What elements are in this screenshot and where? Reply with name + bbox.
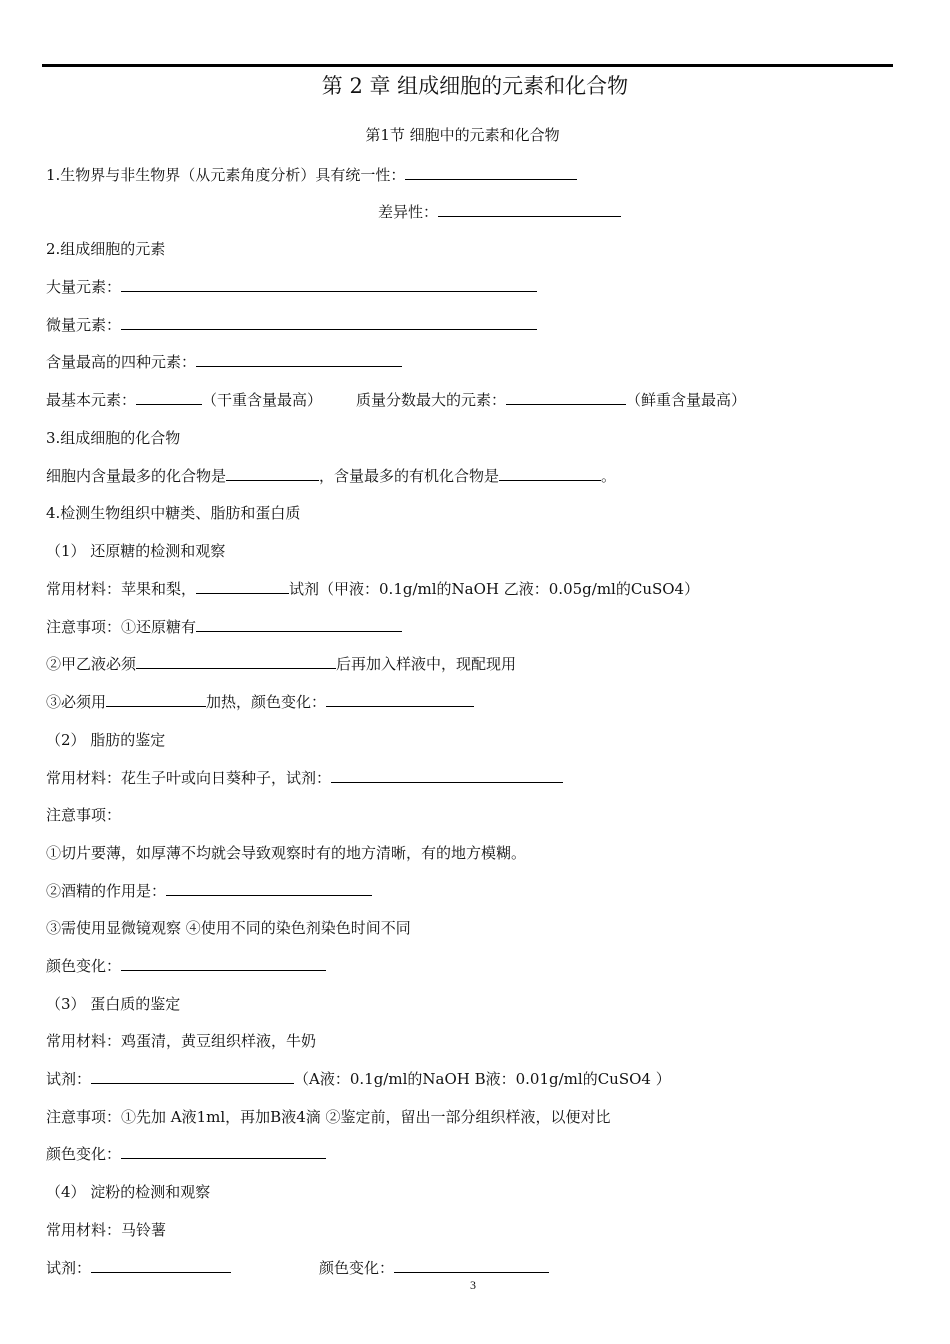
q4-p3-reagent-a: 试剂： — [46, 1070, 92, 1088]
q3-most-organic-blank[interactable] — [499, 466, 601, 481]
q4-heading: 4.检测生物组织中糖类、脂肪和蛋白质 — [46, 504, 301, 522]
q4-p1-note2-a: ②甲乙液必须 — [46, 655, 137, 673]
q2-top4-label: 含量最高的四种元素： — [46, 353, 197, 371]
q2-macro-label: 大量元素： — [46, 278, 122, 296]
q4-p2-note1: ①切片要薄，如厚薄不均就会导致观察时有的地方清晰，有的地方模糊。 — [46, 844, 527, 862]
q4-p3-reagent-blank[interactable] — [91, 1069, 294, 1084]
q4-p2-color-label: 颜色变化： — [46, 957, 122, 975]
q4-p1-materials-b: 试剂（甲液：0.1g/ml的NaOH 乙液：0.05g/ml的CuSO4） — [289, 580, 700, 598]
q4-p2-note2: ②酒精的作用是： — [46, 882, 167, 900]
header-rule — [42, 64, 893, 67]
q2-basic-line — [46, 389, 746, 410]
q1-unity-blank[interactable] — [405, 165, 577, 180]
q4-p4-heading: （4） 淀粉的检测和观察 — [46, 1183, 211, 1201]
q4-p2-reagent-blank[interactable] — [331, 768, 563, 783]
q4-p1-heading: （1） 还原糖的检测和观察 — [46, 542, 226, 560]
q3-compound-line — [46, 465, 616, 486]
q2-micro-label: 微量元素： — [46, 316, 122, 334]
q2-micro-line — [46, 314, 537, 335]
q2-macro-line — [46, 276, 537, 297]
q3-text-c: 。 — [601, 467, 617, 485]
q2-basic-note: （干重含量最高） — [202, 391, 323, 409]
q4-p3-materials: 常用材料：鸡蛋清，黄豆组织样液，牛奶 — [46, 1032, 317, 1050]
q4-p2-note2-line — [46, 880, 372, 901]
q4-p4-reagent-label: 试剂： — [46, 1259, 92, 1277]
q1-text: 1.生物界与非生物界（从元素角度分析）具有统一性： — [46, 166, 406, 184]
q1-diff-line — [378, 201, 621, 222]
q4-p4-color-blank[interactable] — [394, 1258, 549, 1273]
q2-top4-line — [46, 351, 402, 372]
q4-p1-note3-a: ③必须用 — [46, 693, 107, 711]
q4-p4-reagent-line — [46, 1257, 549, 1278]
section-title: 第1节 细胞中的元素和化合物 — [365, 126, 560, 144]
q4-p1-note1-blank[interactable] — [196, 617, 402, 632]
q4-p1-reagent-blank[interactable] — [196, 579, 289, 594]
q4-p3-reagent-line — [46, 1068, 671, 1089]
q4-p3-color-line — [46, 1143, 326, 1164]
q3-text-a: 细胞内含量最多的化合物是 — [46, 467, 227, 485]
q4-p4-reagent-blank[interactable] — [91, 1258, 231, 1273]
q2-macro-blank[interactable] — [121, 277, 537, 292]
page-number: 3 — [470, 1278, 476, 1292]
q2-mass-blank[interactable] — [506, 390, 626, 405]
q4-p3-reagent-b: （A液：0.1g/ml的NaOH B液：0.01g/ml的CuSO4 ） — [294, 1070, 671, 1088]
q4-p3-color-blank[interactable] — [121, 1144, 326, 1159]
chapter-title: 第 2 章 组成细胞的元素和化合物 — [321, 74, 629, 98]
q2-heading: 2.组成细胞的元素 — [46, 240, 166, 258]
q4-p3-note: 注意事项：①先加 A液1ml，再加B液4滴 ②鉴定前，留出一部分组织样液，以便对比 — [46, 1108, 611, 1126]
q4-p1-note2-blank[interactable] — [136, 654, 336, 669]
q1-diff-blank[interactable] — [438, 202, 621, 217]
q4-p4-materials: 常用材料：马铃薯 — [46, 1221, 167, 1239]
q4-p3-heading: （3） 蛋白质的鉴定 — [46, 995, 181, 1013]
q4-p2-materials: 常用材料：花生子叶或向日葵种子，试剂： — [46, 769, 332, 787]
q4-p1-materials-line — [46, 578, 699, 599]
q4-p2-note3: ③需使用显微镜观察 ④使用不同的染色剂染色时间不同 — [46, 919, 411, 937]
q4-p2-heading: （2） 脂肪的鉴定 — [46, 731, 166, 749]
q1-diff-label: 差异性： — [378, 203, 439, 221]
q4-p1-note2-b: 后再加入样液中，现配现用 — [336, 655, 517, 673]
q2-top4-blank[interactable] — [196, 352, 402, 367]
q1-unity-line — [46, 164, 577, 185]
q3-heading: 3.组成细胞的化合物 — [46, 429, 181, 447]
q2-basic-blank[interactable] — [136, 390, 202, 405]
q4-p1-color-blank[interactable] — [326, 692, 474, 707]
q3-most-compound-blank[interactable] — [226, 466, 319, 481]
q4-p2-alcohol-blank[interactable] — [166, 881, 372, 896]
q4-p1-note3-b: 加热，颜色变化： — [206, 693, 327, 711]
q4-p1-note1: 注意事项：①还原糖有 — [46, 618, 197, 636]
q2-mass-label: 质量分数最大的元素： — [356, 391, 507, 409]
q4-p1-materials-a: 常用材料：苹果和梨， — [46, 580, 197, 598]
q4-p3-color-label: 颜色变化： — [46, 1145, 122, 1163]
q4-p2-color-line — [46, 955, 326, 976]
q2-mass-note: （鲜重含量最高） — [626, 391, 747, 409]
q4-p1-note2-line — [46, 653, 516, 674]
q4-p4-color-label: 颜色变化： — [319, 1259, 395, 1277]
q4-p1-note3-line — [46, 691, 474, 712]
q2-basic-label: 最基本元素： — [46, 391, 137, 409]
q4-p2-notes-label: 注意事项： — [46, 806, 122, 824]
q4-p2-materials-line — [46, 767, 563, 788]
q4-p1-heat-blank[interactable] — [106, 692, 206, 707]
q3-text-b: ，含量最多的有机化合物是 — [319, 467, 500, 485]
q4-p1-note1-line — [46, 616, 402, 637]
q4-p2-color-blank[interactable] — [121, 956, 326, 971]
q2-micro-blank[interactable] — [121, 315, 537, 330]
